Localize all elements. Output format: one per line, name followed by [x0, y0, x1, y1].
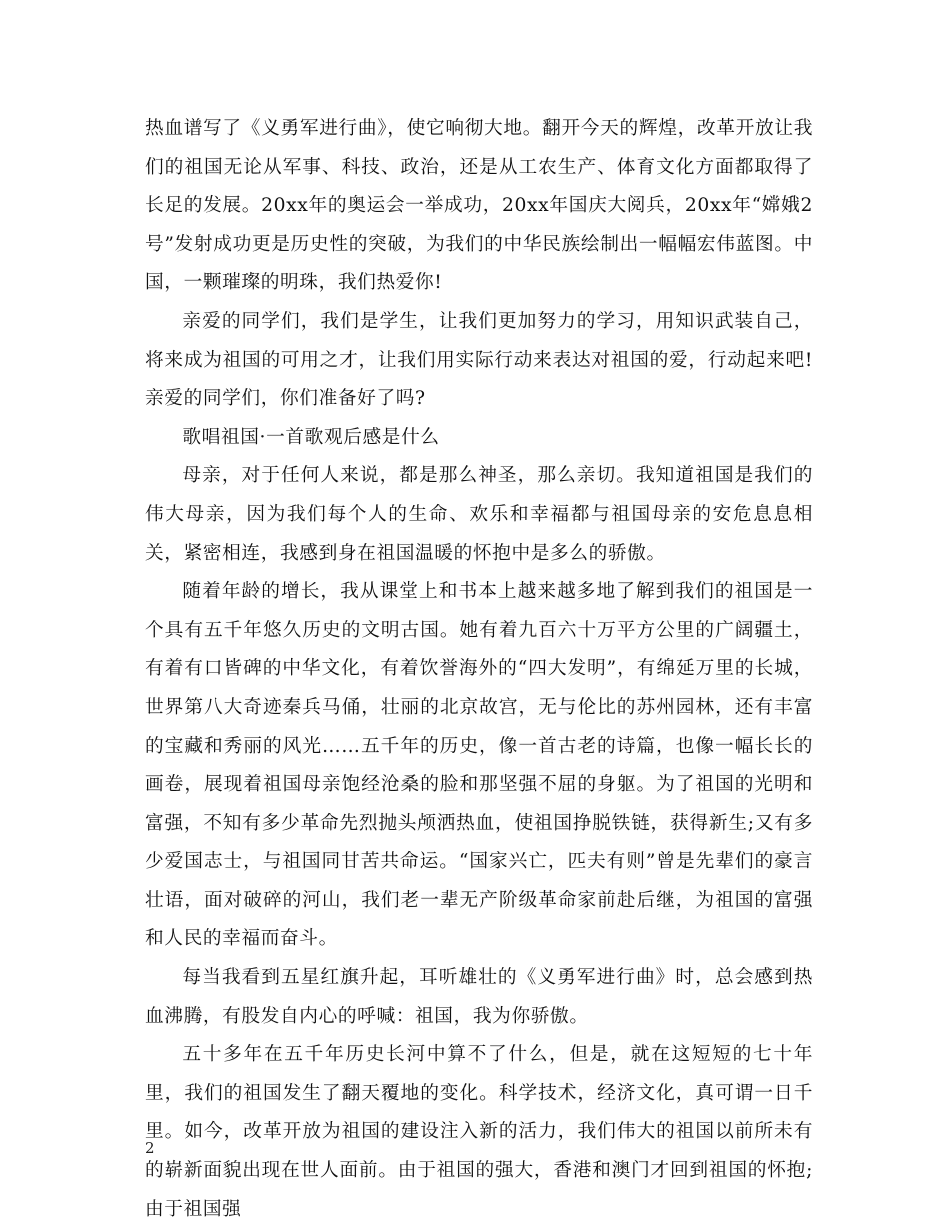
section-heading: 歌唱祖国·一首歌观后感是什么: [182, 426, 440, 448]
paragraph-3: 母亲，对于任何人来说，都是那么神圣，那么亲切。我知道祖国是我们的伟大母亲，因为我们每个人的生命、欢乐和幸福都与祖国母亲的安危息息相关，紧密相连，我感到身在祖国温暖的怀抱中是多么的骄傲。: [145, 465, 813, 564]
paragraph-5: 每当我看到五星红旗升起，耳听雄壮的《义勇军进行曲》时，总会感到热血沸腾，有股发自内心的呼喊：祖国，我为你骄傲。: [145, 967, 813, 1027]
document-body: [145, 110, 813, 1229]
paragraph-2: 亲爱的同学们，我们是学生，让我们更加努力的学习，用知识武装自己，将来成为祖国的可用之才，让我们用实际行动来表达对祖国的爱，行动起来吧!亲爱的同学们，你们准备好了吗?: [145, 310, 813, 410]
page-number: 2: [145, 1139, 155, 1157]
paragraph-4: 随着年龄的增长，我从课堂上和书本上越来越多地了解到我们的祖国是一个具有五千年悠久历史的文明古国。她有着九百六十万平方公里的广阔疆土，有着有口皆碑的中华文化，有着饮誉海外的“四大发明”，有绵延万里的长城，世界第八大奇迹秦兵马俑，壮丽的北京故宫，无与伦比的苏州园林，还有丰富的宝藏和秀丽的风光……五千年的历史，像一首古老的诗篇，也像一幅长长的画卷，展现着祖国母亲饱经沧桑的脸和那坚强不屈的身躯。为了祖国的光明和富强，不知有多少革命先烈抛头颅洒热血，使祖国挣脱铁链，获得新生;又有多少爱国志士，与祖国同甘苦共命运。“国家兴亡，匹夫有则”曾是先辈们的豪言壮语，面对破碎的河山，我们老一辈无产阶级革命家前赴后继，为祖国的富强和人民的幸福而奋斗。: [145, 581, 813, 950]
paragraph-6: 五十多年在五千年历史长河中算不了什么，但是，就在这短短的七十年里，我们的祖国发生了翻天覆地的变化。科学技术，经济文化，真可谓一日千里。如今，改革开放为祖国的建设注入新的活力，我们伟大的祖国以前所未有的崭新面貌出现在世人面前。由于祖国的强大，香港和澳门才回到祖国的怀抱;由于祖国强: [145, 1044, 813, 1220]
paragraph-1: 热血谱写了《义勇军进行曲》，使它响彻大地。翻开今天的辉煌，改革开放让我们的祖国无论从军事、科技、政治，还是从工农生产、体育文化方面都取得了长足的发展。20xx年的奥运会一举成功，20xx年国庆大阅兵，20xx年“嫦娥2号”发射成功更是历史性的突破，为我们的中华民族绘制出一幅幅宏伟蓝图。中国，一颗璀璨的明珠，我们热爱你!: [145, 118, 813, 294]
